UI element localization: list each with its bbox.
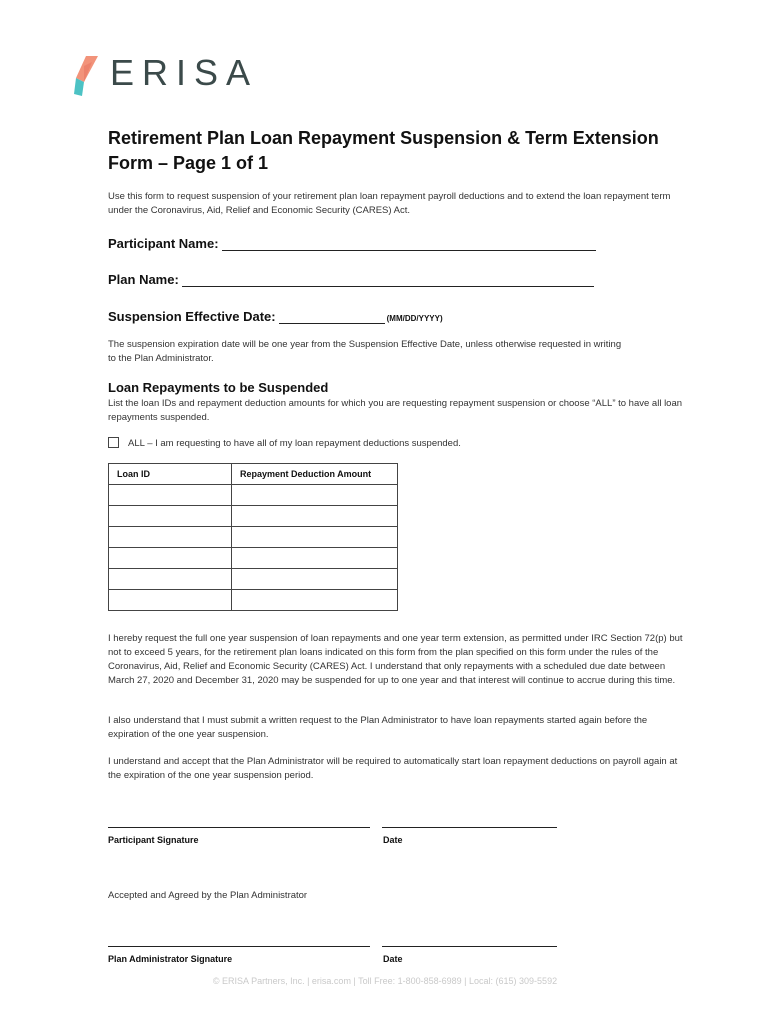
plan-name-field[interactable] — [108, 272, 594, 287]
expiration-note: The suspension expiration date will be one year from the Suspension Effective Date, unless otherwise requested in writing to the Plan Administrator. — [108, 339, 622, 364]
participant-signature-label: Participant Signature — [108, 835, 199, 845]
admin-date-label: Date — [383, 954, 403, 964]
suspension-date-line[interactable] — [279, 311, 385, 324]
plan-name-label: Plan Name: — [108, 272, 179, 287]
loan-id-cell[interactable] — [109, 506, 232, 527]
table-row — [109, 485, 398, 506]
accepted-text: Accepted and Agreed by the Plan Administrator — [108, 890, 308, 901]
table-row — [109, 569, 398, 590]
column-header-loan-id: Loan ID — [109, 464, 232, 485]
all-loans-checkbox[interactable] — [108, 437, 119, 448]
suspension-date-label: Suspension Effective Date: — [108, 309, 276, 324]
erisa-logo-icon — [72, 54, 100, 98]
amount-cell[interactable] — [232, 548, 398, 569]
loans-table-header — [109, 464, 398, 485]
loan-id-cell[interactable] — [109, 527, 232, 548]
participant-date-label: Date — [383, 835, 403, 845]
participant-signature-line[interactable] — [108, 827, 370, 828]
column-header-repayment-amount: Repayment Deduction Amount — [232, 464, 398, 485]
participant-name-line[interactable] — [222, 238, 596, 251]
amount-cell[interactable] — [232, 506, 398, 527]
amount-cell[interactable] — [232, 569, 398, 590]
loans-instructions: List the loan IDs and repayment deduction amounts for which you are requesting repayment suspension or choose “ALL” to have all loan repayments suspended. — [108, 398, 683, 423]
date-format-hint: (MM/DD/YYYY) — [386, 314, 443, 323]
plan-name-line[interactable] — [182, 274, 594, 287]
loan-id-cell[interactable] — [109, 569, 232, 590]
participant-date-line[interactable] — [382, 827, 557, 828]
loan-id-cell[interactable] — [109, 548, 232, 569]
participant-name-label: Participant Name: — [108, 236, 219, 251]
all-loans-label: ALL – I am requesting to have all of my loan repayment deductions suspended. — [128, 438, 461, 449]
participant-name-field[interactable] — [108, 236, 596, 251]
table-row — [109, 527, 398, 548]
footer-text: © ERISA Partners, Inc. | erisa.com | Toll Free: 1-800-858-6989 | Local: (615) 309-5592 — [212, 976, 558, 986]
brand-name: ERISA — [110, 52, 259, 93]
table-row — [109, 590, 398, 611]
acceptance-statement: I understand and accept that the Plan Administrator will be required to automatically start loan repayment deductions on payroll again at the expiration of the one year suspension period. — [108, 756, 678, 781]
form-title: Retirement Plan Loan Repayment Suspension & Term Extension Form – Page 1 of 1 — [108, 128, 659, 173]
loan-id-cell[interactable] — [109, 485, 232, 506]
admin-signature-label: Plan Administrator Signature — [108, 954, 233, 964]
amount-cell[interactable] — [232, 590, 398, 611]
amount-cell[interactable] — [232, 527, 398, 548]
loans-table — [108, 463, 398, 611]
loans-section-heading: Loan Repayments to be Suspended — [108, 380, 329, 395]
loan-id-cell[interactable] — [109, 590, 232, 611]
written-request-statement: I also understand that I must submit a written request to the Plan Administrator to have loan repayments started again before the expiration of the one year suspension. — [108, 715, 648, 740]
suspension-date-field[interactable] — [108, 309, 443, 324]
intro-text: Use this form to request suspension of your retirement plan loan repayment payroll deductions and to extend the loan repayment term under the Coronavirus, Aid, Relief and Economic Security (CARES) Act. — [108, 191, 671, 216]
table-row — [109, 548, 398, 569]
table-row — [109, 506, 398, 527]
admin-signature-line[interactable] — [108, 946, 370, 947]
amount-cell[interactable] — [232, 485, 398, 506]
request-statement: I hereby request the full one year suspension of loan repayments and one year term extension, as permitted under IRC Section 72(p) but not to exceed 5 years, for the retirement plan loans indicated on this form from the plan specified on this form under the rules of the Coronavirus, Aid, Relief and Economic Security (CARES) Act. I understand that only repayments with a scheduled due date between March 27, 2020 and December 31, 2020 may be suspended for up to one year and that interest will continue to accrue during this time. — [108, 633, 683, 686]
admin-date-line[interactable] — [382, 946, 557, 947]
